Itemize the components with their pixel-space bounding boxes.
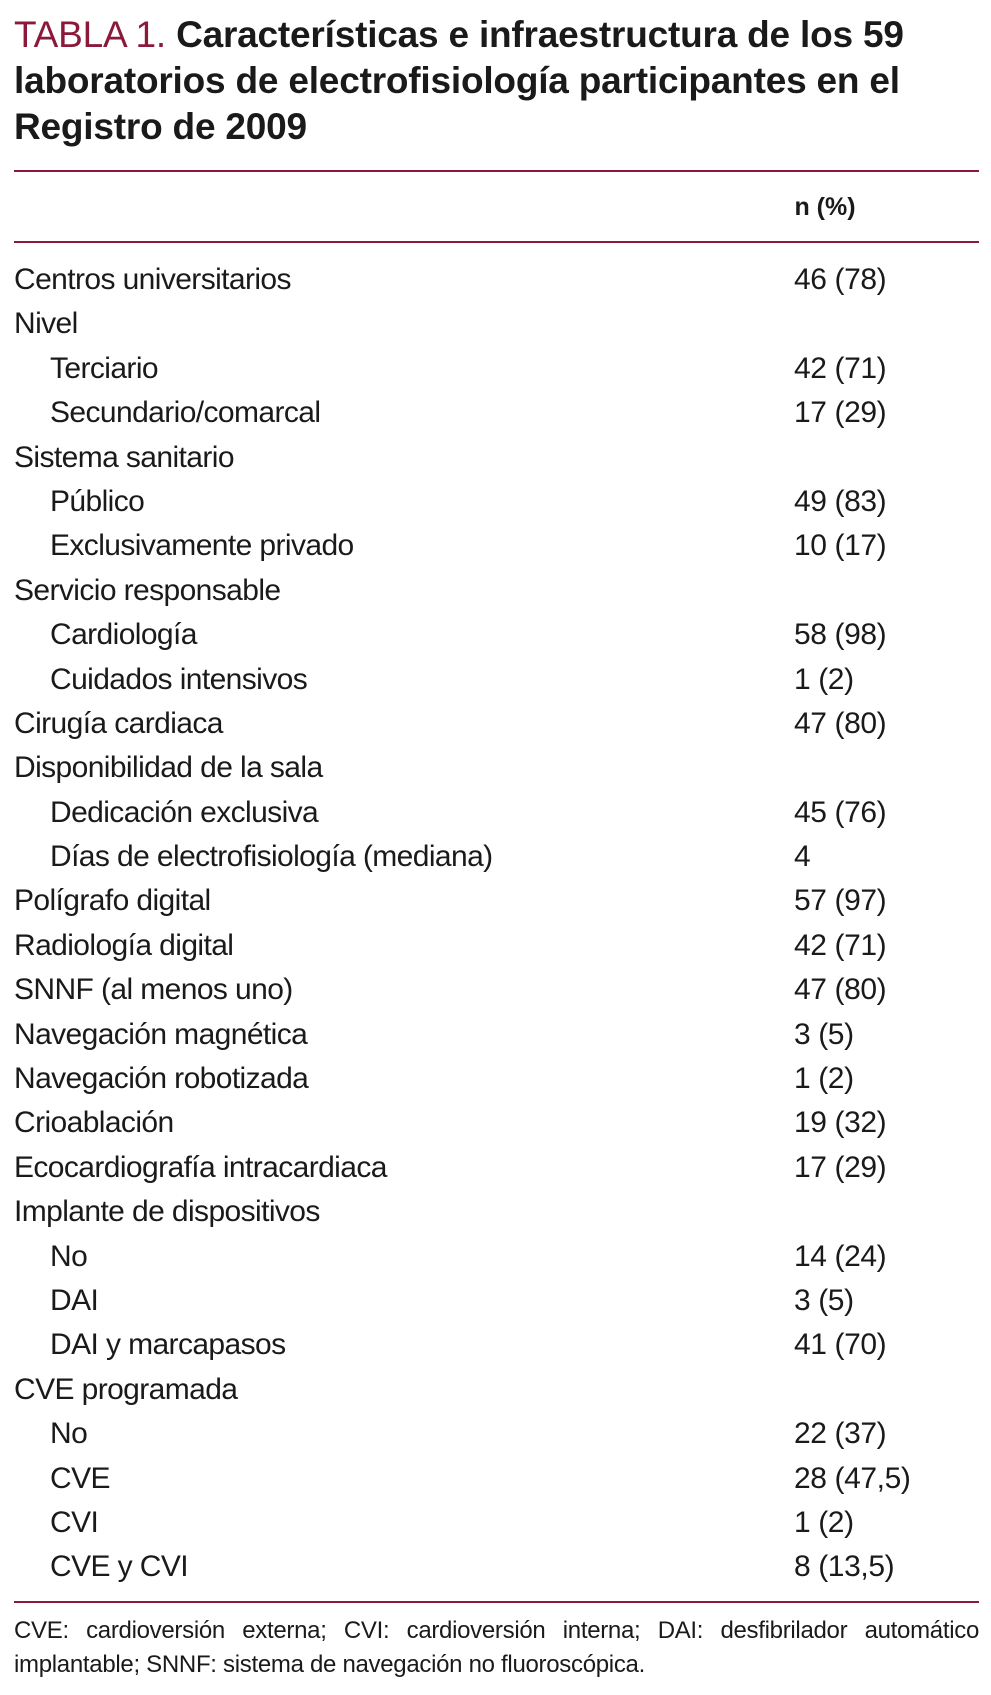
row-label: DAI [50, 1283, 99, 1317]
table-caption: Características e infraestructura de los 59 laboratorios de electrofisiología participantes en el Registro de 2009 [14, 14, 904, 147]
row-value: 1 (2) [794, 662, 854, 696]
row-value: 1 (2) [794, 1062, 854, 1096]
table-footnote: CVE: cardioversión externa; CVI: cardioversión interna; DAI: desfibrilador automático implantable; SNNF: sistema de navegación no fluoroscópica. [14, 1617, 979, 1678]
row-label: Navegación robotizada [14, 1062, 309, 1096]
table-row [14, 1368, 979, 1412]
row-value: 28 (47,5) [794, 1461, 911, 1495]
row-value: 42 (71) [794, 351, 887, 385]
table-row [14, 524, 979, 568]
row-label: Polígrafo digital [14, 884, 211, 918]
row-label: Centros universitarios [14, 263, 291, 296]
row-label: Servicio responsable [14, 573, 281, 607]
row-label: Público [50, 484, 145, 518]
table-row [14, 835, 979, 879]
row-value: 19 (32) [794, 1106, 887, 1140]
row-label: Días de electrofisiología (mediana) [50, 840, 493, 874]
table-body [14, 258, 979, 1590]
row-value: 17 (29) [794, 1150, 887, 1184]
table-row [14, 347, 979, 391]
row-label: CVE programada [14, 1372, 238, 1406]
row-value: 17 (29) [794, 396, 887, 430]
table-row [14, 258, 979, 302]
table-row [14, 879, 979, 923]
row-label: Dedicación exclusiva [50, 795, 319, 829]
table-row [14, 436, 979, 480]
row-label: Ecocardiografía intracardiaca [14, 1150, 387, 1184]
row-value: 4 [794, 840, 811, 874]
table-row [14, 1101, 979, 1145]
row-value: 47 (80) [794, 973, 887, 1007]
row-label: Radiología digital [14, 928, 234, 962]
row-label: No [50, 1417, 88, 1451]
table-row [14, 1013, 979, 1057]
table-row [14, 702, 979, 746]
row-value: 3 (5) [794, 1017, 854, 1051]
table-row [14, 1146, 979, 1190]
row-label: Disponibilidad de la sala [14, 751, 323, 785]
row-value: 45 (76) [794, 795, 887, 829]
table-number: TABLA 1. [14, 14, 166, 55]
row-value: 1 (2) [794, 1505, 854, 1539]
table-title [14, 12, 974, 150]
table-row [14, 1190, 979, 1234]
table-row [14, 613, 979, 657]
table-row [14, 480, 979, 524]
table-row [14, 1545, 979, 1589]
table-row [14, 924, 979, 968]
row-value: 3 (5) [794, 1283, 854, 1317]
row-value: 10 (17) [794, 529, 887, 563]
row-label: Crioablación [14, 1106, 174, 1140]
row-label: Cuidados intensivos [50, 662, 308, 696]
row-label: Secundario/comarcal [50, 396, 321, 430]
row-label: CVI [50, 1505, 99, 1539]
bottom-rule [14, 1601, 979, 1603]
row-label: SNNF (al menos uno) [14, 973, 293, 1007]
row-value: 49 (83) [794, 484, 887, 518]
table-row [14, 1501, 979, 1545]
table-row [14, 391, 979, 435]
row-value: 8 (13,5) [794, 1550, 895, 1584]
row-value: 46 (78) [794, 263, 887, 296]
header-rule [14, 241, 979, 243]
table-row [14, 1412, 979, 1456]
column-header: n (%) [794, 193, 856, 221]
row-label: Nivel [14, 307, 78, 341]
row-label: Terciario [50, 351, 158, 385]
table-row [14, 658, 979, 702]
table-row [14, 1457, 979, 1501]
row-label: DAI y marcapasos [50, 1328, 286, 1362]
row-value: 22 (37) [794, 1417, 887, 1451]
top-rule [14, 170, 979, 172]
row-value: 42 (71) [794, 928, 887, 962]
table-row [14, 968, 979, 1012]
table-row [14, 746, 979, 790]
row-label: CVE y CVI [50, 1550, 188, 1584]
row-label: No [50, 1239, 88, 1273]
row-value: 47 (80) [794, 706, 887, 740]
table-row [14, 791, 979, 835]
row-value: 14 (24) [794, 1239, 887, 1273]
row-value: 41 (70) [794, 1328, 887, 1362]
row-label: Implante de dispositivos [14, 1195, 320, 1229]
row-label: Navegación magnética [14, 1017, 308, 1051]
row-label: Cirugía cardiaca [14, 706, 223, 740]
table-row [14, 1279, 979, 1323]
table-row [14, 302, 979, 346]
table-row [14, 1235, 979, 1279]
row-value: 58 (98) [794, 618, 887, 652]
row-value: 57 (97) [794, 884, 887, 918]
row-label: CVE [50, 1461, 110, 1495]
table-row [14, 1323, 979, 1367]
table-row [14, 569, 979, 613]
row-label: Exclusivamente privado [50, 529, 354, 563]
table-row [14, 1057, 979, 1101]
row-label: Sistema sanitario [14, 440, 234, 474]
row-label: Cardiología [50, 618, 197, 652]
